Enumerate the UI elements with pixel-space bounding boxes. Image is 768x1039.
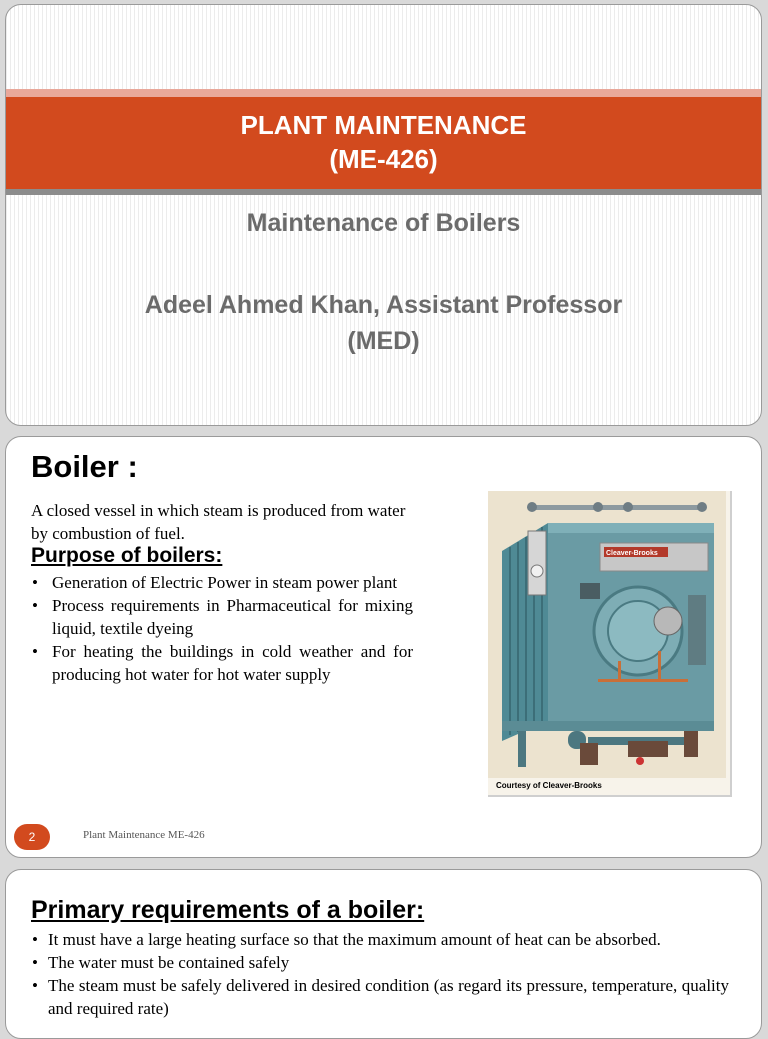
purpose-list: [31, 571, 413, 686]
slide-footer: Plant Maintenance ME-426: [83, 829, 205, 841]
course-title: PLANT MAINTENANCE: [240, 110, 527, 140]
title-slide: [5, 4, 762, 426]
definition-text: A closed vessel in which steam is produced from water by combustion of fuel.: [31, 501, 406, 543]
list-item-text: For heating the buildings in cold weather and for producing hot water for hot water supply: [52, 642, 413, 684]
author-name: Adeel Ahmed Khan, Assistant Professor: [144, 291, 623, 319]
page-number-badge: 2: [14, 824, 50, 850]
title-band-accent: [6, 89, 761, 97]
author-block: [6, 287, 761, 359]
requirements-list: [31, 928, 729, 1020]
course-code: (ME-426): [329, 144, 438, 174]
list-item-text: It must have a large heating surface so that the maximum amount of heat can be absorbed.: [48, 930, 661, 949]
list-item: [31, 640, 413, 686]
slide-heading: Primary requirements of a boiler:: [31, 896, 425, 924]
boiler-slide: [5, 436, 762, 858]
slide-heading: Boiler :: [31, 449, 138, 484]
list-item-text: The water must be contained safely: [48, 953, 290, 972]
list-item: [31, 928, 729, 951]
title-band-divider: [6, 189, 761, 195]
bullet-icon: •: [32, 573, 38, 592]
list-item-text: Generation of Electric Power in steam power plant: [52, 573, 398, 592]
boiler-illustration-icon: [488, 491, 726, 778]
image-caption: Courtesy of Cleaver-Brooks: [496, 781, 602, 790]
list-item: [31, 594, 413, 640]
list-item-text: The steam must be safely delivered in desired condition (as regard its pressure, temperature, quality and required rate): [48, 976, 729, 1018]
boiler-image-frame: [488, 491, 732, 797]
title-band: [6, 97, 761, 189]
purpose-heading: Purpose of boilers:: [31, 544, 223, 567]
list-item: [31, 571, 413, 594]
svg-text:Cleaver-Brooks: Cleaver-Brooks: [606, 550, 658, 557]
bullet-icon: •: [32, 596, 38, 615]
requirements-slide: [5, 869, 762, 1039]
bullet-icon: •: [32, 930, 38, 949]
boiler-image: [488, 491, 726, 778]
list-item: [31, 974, 729, 1020]
topic-title: Maintenance of Boilers: [246, 209, 521, 237]
bullet-icon: •: [32, 976, 38, 995]
bullet-icon: •: [32, 642, 38, 661]
list-item-text: Process requirements in Pharmaceutical for mixing liquid, textile dyeing: [52, 596, 413, 638]
author-dept: (MED): [347, 327, 420, 355]
bullet-icon: •: [32, 953, 38, 972]
list-item: [31, 951, 729, 974]
